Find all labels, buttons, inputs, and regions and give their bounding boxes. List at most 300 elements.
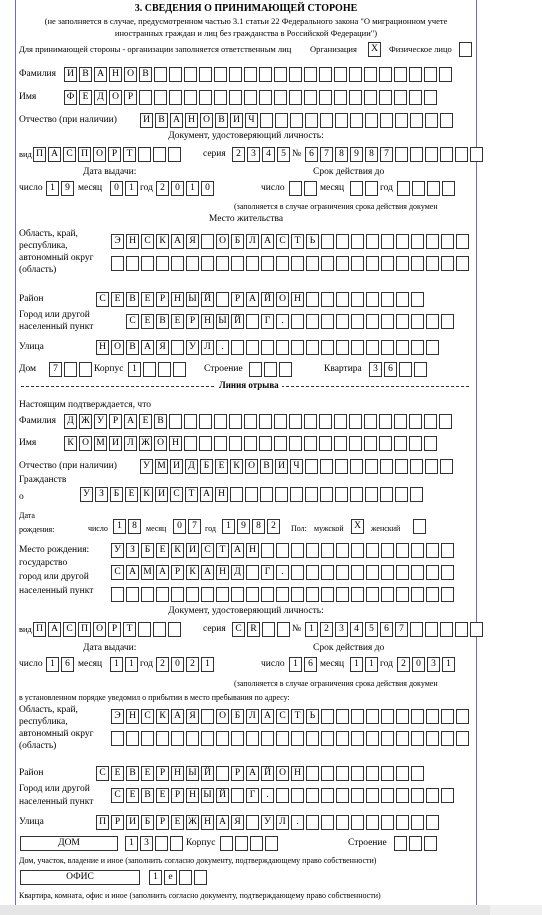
char-cell[interactable] <box>350 113 363 128</box>
char-cell[interactable] <box>380 459 393 474</box>
char-cell[interactable]: У <box>111 543 124 558</box>
char-cell[interactable] <box>396 340 409 355</box>
char-cell[interactable] <box>411 766 424 781</box>
char-cell[interactable]: У <box>140 459 153 474</box>
char-cell[interactable]: Й <box>201 766 214 781</box>
char-cell[interactable] <box>440 113 453 128</box>
char-cell[interactable]: Т <box>123 622 136 637</box>
char-cell[interactable] <box>441 587 454 602</box>
char-cell[interactable] <box>246 587 259 602</box>
char-cell[interactable] <box>456 731 469 746</box>
char-cell[interactable]: С <box>96 292 109 307</box>
char-cell[interactable] <box>306 587 319 602</box>
char-cell[interactable] <box>426 543 439 558</box>
stub-region-row1[interactable] <box>111 709 471 724</box>
char-cell[interactable]: Ж <box>79 414 92 429</box>
char-cell[interactable] <box>366 234 379 249</box>
char-cell[interactable] <box>291 340 304 355</box>
char-cell[interactable]: Д <box>185 459 198 474</box>
char-cell[interactable] <box>139 90 152 105</box>
char-cell[interactable] <box>334 67 347 82</box>
char-cell[interactable] <box>336 709 349 724</box>
char-cell[interactable] <box>275 487 288 502</box>
char-cell[interactable]: У <box>186 340 199 355</box>
char-cell[interactable]: Р <box>171 788 184 803</box>
char-cell[interactable]: Р <box>171 565 184 580</box>
char-cell[interactable]: М <box>94 436 107 451</box>
char-cell[interactable] <box>381 565 394 580</box>
char-cell[interactable] <box>231 340 244 355</box>
char-cell[interactable] <box>290 487 303 502</box>
char-cell[interactable]: 3 <box>140 836 153 851</box>
char-cell[interactable]: Е <box>156 543 169 558</box>
char-cell[interactable]: е <box>164 870 177 885</box>
char-cell[interactable]: П <box>33 622 46 637</box>
char-cell[interactable] <box>336 587 349 602</box>
char-cell[interactable] <box>201 256 214 271</box>
char-cell[interactable]: С <box>63 147 76 162</box>
char-cell[interactable] <box>381 340 394 355</box>
host-region-row2[interactable] <box>111 256 471 271</box>
stub-region-row2[interactable] <box>111 731 471 746</box>
char-cell[interactable] <box>470 622 483 637</box>
char-cell[interactable] <box>291 314 304 329</box>
char-cell[interactable] <box>201 234 214 249</box>
flat-type-field[interactable]: ОФИС <box>20 870 140 885</box>
char-cell[interactable]: В <box>260 459 273 474</box>
char-cell[interactable]: Я <box>186 709 199 724</box>
char-cell[interactable] <box>321 340 334 355</box>
host-valid-day[interactable] <box>289 181 319 196</box>
char-cell[interactable]: Н <box>109 67 122 82</box>
char-cell[interactable]: 6 <box>384 362 397 377</box>
char-cell[interactable] <box>321 788 334 803</box>
char-cell[interactable]: О <box>276 766 289 781</box>
char-cell[interactable]: О <box>154 436 167 451</box>
char-cell[interactable]: Р <box>231 766 244 781</box>
char-cell[interactable]: Я <box>186 234 199 249</box>
char-cell[interactable] <box>424 414 437 429</box>
char-cell[interactable]: 1 <box>128 362 141 377</box>
char-cell[interactable] <box>334 90 347 105</box>
stub-birth-day[interactable] <box>113 519 143 534</box>
char-cell[interactable] <box>259 436 272 451</box>
char-cell[interactable] <box>379 67 392 82</box>
char-cell[interactable] <box>111 256 124 271</box>
char-cell[interactable]: 7 <box>188 519 201 534</box>
char-cell[interactable]: С <box>276 709 289 724</box>
char-cell[interactable]: Э <box>111 709 124 724</box>
char-cell[interactable]: Н <box>246 543 259 558</box>
char-cell[interactable] <box>171 340 184 355</box>
char-cell[interactable] <box>306 314 319 329</box>
char-cell[interactable] <box>411 292 424 307</box>
char-cell[interactable]: О <box>216 709 229 724</box>
char-cell[interactable] <box>306 256 319 271</box>
stub-valid-year[interactable] <box>397 657 457 672</box>
char-cell[interactable]: 7 <box>320 147 333 162</box>
char-cell[interactable]: Н <box>215 487 228 502</box>
char-cell[interactable] <box>394 836 407 851</box>
char-cell[interactable]: В <box>139 67 152 82</box>
char-cell[interactable] <box>216 766 229 781</box>
char-cell[interactable]: А <box>48 622 61 637</box>
char-cell[interactable] <box>441 543 454 558</box>
char-cell[interactable] <box>411 709 424 724</box>
char-cell[interactable] <box>306 543 319 558</box>
char-cell[interactable]: Б <box>110 487 123 502</box>
char-cell[interactable]: О <box>93 147 106 162</box>
char-cell[interactable] <box>320 459 333 474</box>
host-number-field[interactable] <box>305 147 485 162</box>
char-cell[interactable] <box>350 181 363 196</box>
stub-flat-field[interactable] <box>149 870 209 885</box>
char-cell[interactable] <box>244 90 257 105</box>
char-cell[interactable]: 9 <box>61 181 74 196</box>
char-cell[interactable] <box>365 459 378 474</box>
char-cell[interactable]: Л <box>201 340 214 355</box>
char-cell[interactable]: И <box>109 436 122 451</box>
char-cell[interactable] <box>306 815 319 830</box>
char-cell[interactable]: 3 <box>247 147 260 162</box>
char-cell[interactable] <box>396 815 409 830</box>
char-cell[interactable]: Р <box>156 766 169 781</box>
char-cell[interactable]: С <box>111 565 124 580</box>
char-cell[interactable]: Н <box>201 314 214 329</box>
char-cell[interactable] <box>426 314 439 329</box>
char-cell[interactable]: В <box>154 414 167 429</box>
stub-district-field[interactable] <box>96 766 426 781</box>
char-cell[interactable]: . <box>291 815 304 830</box>
char-cell[interactable] <box>138 147 151 162</box>
char-cell[interactable]: 5 <box>277 147 290 162</box>
char-cell[interactable] <box>304 67 317 82</box>
char-cell[interactable] <box>220 836 233 851</box>
char-cell[interactable] <box>216 731 229 746</box>
char-cell[interactable] <box>305 487 318 502</box>
char-cell[interactable] <box>351 731 364 746</box>
char-cell[interactable] <box>366 543 379 558</box>
char-cell[interactable] <box>381 766 394 781</box>
char-cell[interactable] <box>153 622 166 637</box>
char-cell[interactable] <box>231 731 244 746</box>
char-cell[interactable] <box>249 362 262 377</box>
char-cell[interactable] <box>229 90 242 105</box>
host-region-row1[interactable] <box>111 234 471 249</box>
char-cell[interactable] <box>381 815 394 830</box>
char-cell[interactable] <box>291 731 304 746</box>
char-cell[interactable] <box>289 414 302 429</box>
char-cell[interactable] <box>366 292 379 307</box>
char-cell[interactable] <box>279 362 292 377</box>
char-cell[interactable] <box>138 622 151 637</box>
char-cell[interactable] <box>246 256 259 271</box>
stub-surname-field[interactable] <box>64 414 454 429</box>
char-cell[interactable] <box>350 487 363 502</box>
char-cell[interactable]: А <box>126 565 139 580</box>
char-cell[interactable] <box>141 256 154 271</box>
char-cell[interactable] <box>289 181 302 196</box>
char-cell[interactable] <box>304 90 317 105</box>
char-cell[interactable]: 1 <box>125 836 138 851</box>
char-cell[interactable] <box>364 414 377 429</box>
char-cell[interactable] <box>381 314 394 329</box>
char-cell[interactable]: В <box>126 766 139 781</box>
stub-street-field[interactable] <box>96 815 441 830</box>
char-cell[interactable] <box>336 314 349 329</box>
char-cell[interactable] <box>336 815 349 830</box>
stub-valid-month[interactable] <box>350 657 380 672</box>
char-cell[interactable] <box>351 788 364 803</box>
char-cell[interactable] <box>381 788 394 803</box>
char-cell[interactable] <box>169 67 182 82</box>
char-cell[interactable]: Ж <box>186 815 199 830</box>
stub-issue-year[interactable] <box>156 657 216 672</box>
char-cell[interactable] <box>291 565 304 580</box>
char-cell[interactable] <box>265 836 278 851</box>
char-cell[interactable] <box>351 815 364 830</box>
char-cell[interactable] <box>306 766 319 781</box>
char-cell[interactable]: Ы <box>186 766 199 781</box>
char-cell[interactable] <box>229 436 242 451</box>
char-cell[interactable] <box>246 314 259 329</box>
char-cell[interactable] <box>201 731 214 746</box>
host-issue-day[interactable] <box>46 181 76 196</box>
char-cell[interactable] <box>349 436 362 451</box>
char-cell[interactable]: 8 <box>252 519 265 534</box>
char-cell[interactable]: 1 <box>110 657 123 672</box>
char-cell[interactable]: П <box>78 622 91 637</box>
char-cell[interactable] <box>168 622 181 637</box>
char-cell[interactable] <box>186 731 199 746</box>
char-cell[interactable] <box>426 731 439 746</box>
char-cell[interactable]: О <box>245 459 258 474</box>
char-cell[interactable] <box>216 587 229 602</box>
stub-birthplace-row3[interactable] <box>111 587 456 602</box>
char-cell[interactable] <box>111 731 124 746</box>
char-cell[interactable] <box>424 67 437 82</box>
host-name-field[interactable] <box>64 90 439 105</box>
char-cell[interactable]: Д <box>64 414 77 429</box>
char-cell[interactable]: Н <box>171 292 184 307</box>
char-cell[interactable] <box>274 414 287 429</box>
char-cell[interactable] <box>214 414 227 429</box>
char-cell[interactable] <box>396 766 409 781</box>
char-cell[interactable] <box>336 565 349 580</box>
char-cell[interactable]: Ы <box>216 314 229 329</box>
char-cell[interactable]: И <box>140 113 153 128</box>
char-cell[interactable] <box>395 113 408 128</box>
char-cell[interactable]: А <box>156 565 169 580</box>
char-cell[interactable]: Е <box>111 766 124 781</box>
char-cell[interactable]: Ь <box>306 234 319 249</box>
char-cell[interactable] <box>366 256 379 271</box>
char-cell[interactable]: В <box>126 340 139 355</box>
char-cell[interactable]: Н <box>169 436 182 451</box>
char-cell[interactable]: Р <box>124 90 137 105</box>
char-cell[interactable] <box>424 90 437 105</box>
char-cell[interactable] <box>334 436 347 451</box>
char-cell[interactable] <box>304 436 317 451</box>
host-korpus-field[interactable] <box>128 362 188 377</box>
char-cell[interactable] <box>321 815 334 830</box>
char-cell[interactable]: Й <box>201 292 214 307</box>
char-cell[interactable]: И <box>126 815 139 830</box>
host-district-field[interactable] <box>96 292 426 307</box>
char-cell[interactable]: Б <box>231 709 244 724</box>
char-cell[interactable] <box>470 147 483 162</box>
char-cell[interactable] <box>411 543 424 558</box>
char-cell[interactable] <box>153 147 166 162</box>
host-issue-month[interactable] <box>110 181 140 196</box>
char-cell[interactable]: 1 <box>125 181 138 196</box>
char-cell[interactable]: 3 <box>369 362 382 377</box>
char-cell[interactable] <box>321 766 334 781</box>
char-cell[interactable] <box>126 731 139 746</box>
char-cell[interactable] <box>291 587 304 602</box>
char-cell[interactable] <box>441 256 454 271</box>
char-cell[interactable]: К <box>230 459 243 474</box>
char-cell[interactable] <box>381 587 394 602</box>
char-cell[interactable] <box>364 67 377 82</box>
char-cell[interactable]: К <box>64 436 77 451</box>
char-cell[interactable] <box>351 766 364 781</box>
stub-issue-month[interactable] <box>110 657 140 672</box>
char-cell[interactable]: А <box>216 815 229 830</box>
char-cell[interactable]: 8 <box>365 147 378 162</box>
char-cell[interactable]: П <box>33 147 46 162</box>
char-cell[interactable] <box>366 565 379 580</box>
char-cell[interactable]: 1 <box>149 870 162 885</box>
char-cell[interactable]: А <box>261 709 274 724</box>
char-cell[interactable] <box>394 90 407 105</box>
char-cell[interactable] <box>397 181 410 196</box>
char-cell[interactable]: У <box>94 414 107 429</box>
char-cell[interactable]: А <box>231 543 244 558</box>
char-cell[interactable] <box>259 414 272 429</box>
char-cell[interactable]: Т <box>291 709 304 724</box>
char-cell[interactable]: Н <box>96 340 109 355</box>
char-cell[interactable]: 3 <box>335 622 348 637</box>
char-cell[interactable]: 4 <box>350 622 363 637</box>
char-cell[interactable] <box>158 362 171 377</box>
char-cell[interactable]: О <box>276 292 289 307</box>
char-cell[interactable] <box>441 234 454 249</box>
char-cell[interactable]: А <box>246 766 259 781</box>
char-cell[interactable]: А <box>141 340 154 355</box>
char-cell[interactable] <box>394 67 407 82</box>
char-cell[interactable]: С <box>276 234 289 249</box>
host-series-field[interactable] <box>232 147 292 162</box>
char-cell[interactable]: R <box>247 622 260 637</box>
char-cell[interactable]: Е <box>126 788 139 803</box>
char-cell[interactable] <box>425 147 438 162</box>
char-cell[interactable] <box>235 836 248 851</box>
char-cell[interactable] <box>366 709 379 724</box>
char-cell[interactable] <box>351 292 364 307</box>
char-cell[interactable]: К <box>140 487 153 502</box>
char-cell[interactable] <box>274 436 287 451</box>
char-cell[interactable]: О <box>200 113 213 128</box>
char-cell[interactable] <box>319 90 332 105</box>
char-cell[interactable]: Ч <box>290 459 303 474</box>
host-patronymic-field[interactable] <box>140 113 455 128</box>
char-cell[interactable]: 1 <box>186 181 199 196</box>
char-cell[interactable] <box>351 709 364 724</box>
char-cell[interactable] <box>411 234 424 249</box>
char-cell[interactable]: Д <box>231 565 244 580</box>
char-cell[interactable] <box>351 256 364 271</box>
char-cell[interactable] <box>427 181 440 196</box>
char-cell[interactable] <box>246 565 259 580</box>
char-cell[interactable]: Г <box>261 314 274 329</box>
char-cell[interactable]: Ж <box>139 436 152 451</box>
char-cell[interactable] <box>214 436 227 451</box>
char-cell[interactable] <box>229 414 242 429</box>
char-cell[interactable]: 0 <box>110 181 123 196</box>
char-cell[interactable] <box>381 256 394 271</box>
host-valid-month[interactable] <box>350 181 380 196</box>
char-cell[interactable] <box>381 543 394 558</box>
char-cell[interactable]: Е <box>171 815 184 830</box>
char-cell[interactable] <box>214 90 227 105</box>
char-cell[interactable]: 2 <box>267 519 280 534</box>
char-cell[interactable]: В <box>126 292 139 307</box>
char-cell[interactable] <box>169 90 182 105</box>
char-cell[interactable]: 1 <box>46 181 59 196</box>
char-cell[interactable]: Я <box>231 815 244 830</box>
char-cell[interactable] <box>321 709 334 724</box>
char-cell[interactable] <box>455 147 468 162</box>
char-cell[interactable]: 0 <box>201 181 214 196</box>
char-cell[interactable] <box>276 340 289 355</box>
char-cell[interactable]: 1 <box>289 657 302 672</box>
char-cell[interactable] <box>366 731 379 746</box>
char-cell[interactable] <box>426 709 439 724</box>
char-cell[interactable]: 1 <box>305 622 318 637</box>
char-cell[interactable] <box>276 256 289 271</box>
char-cell[interactable] <box>201 709 214 724</box>
char-cell[interactable] <box>366 340 379 355</box>
char-cell[interactable]: О <box>93 622 106 637</box>
char-cell[interactable]: 2 <box>232 147 245 162</box>
char-cell[interactable]: Ь <box>306 709 319 724</box>
char-cell[interactable] <box>246 340 259 355</box>
char-cell[interactable] <box>276 731 289 746</box>
char-cell[interactable] <box>305 113 318 128</box>
char-cell[interactable] <box>199 414 212 429</box>
char-cell[interactable] <box>439 414 452 429</box>
char-cell[interactable]: М <box>141 565 154 580</box>
char-cell[interactable] <box>349 67 362 82</box>
char-cell[interactable] <box>395 147 408 162</box>
char-cell[interactable]: Е <box>141 766 154 781</box>
char-cell[interactable] <box>170 836 183 851</box>
char-cell[interactable] <box>410 113 423 128</box>
char-cell[interactable] <box>201 587 214 602</box>
char-cell[interactable]: Б <box>200 459 213 474</box>
char-cell[interactable]: Р <box>231 292 244 307</box>
char-cell[interactable] <box>410 487 423 502</box>
char-cell[interactable]: Т <box>216 543 229 558</box>
char-cell[interactable] <box>350 459 363 474</box>
char-cell[interactable] <box>396 587 409 602</box>
char-cell[interactable] <box>441 709 454 724</box>
char-cell[interactable] <box>169 414 182 429</box>
char-cell[interactable] <box>334 414 347 429</box>
char-cell[interactable]: А <box>246 292 259 307</box>
char-cell[interactable]: 1 <box>113 519 126 534</box>
